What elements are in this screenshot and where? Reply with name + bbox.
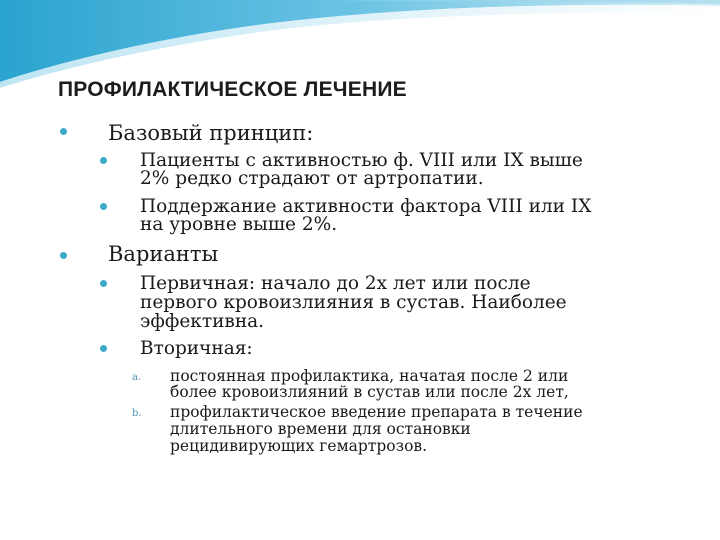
list-marker-b: b.: [132, 408, 142, 419]
numbered-item-line: рецидивирующих гемартрозов.: [170, 437, 428, 455]
bullet-dot: [100, 345, 107, 352]
sub-bullet-line: 2% редко страдают от артропатии.: [140, 168, 484, 189]
sub-bullet-line: на уровне выше 2%.: [140, 214, 338, 235]
sub-bullet-line: Пациенты с активностью ф. VIII или IX выше: [140, 150, 583, 171]
numbered-item-line: профилактическое введение препарата в течение: [170, 403, 583, 421]
sub-bullet-line: Вторичная:: [140, 338, 253, 359]
bullet-dot: [60, 128, 67, 135]
numbered-item-line: постоянная профилактика, начатая после 2 или: [170, 367, 569, 385]
sub-bullet-line: первого кровоизлияния в сустав. Наиболее: [140, 292, 567, 313]
header-wave-decoration: [0, 0, 720, 90]
bullet-dot: [100, 280, 107, 287]
numbered-item-line: длительного времени для остановки: [170, 420, 471, 438]
bullet-variants: Варианты: [108, 242, 219, 266]
sub-bullet-line: эффективна.: [140, 311, 265, 332]
bullet-dot: [100, 157, 107, 164]
list-marker-a: a.: [132, 372, 142, 383]
bullet-basic-principle: Базовый принцип:: [108, 121, 314, 145]
bullet-dot: [60, 252, 67, 259]
bullet-dot: [100, 203, 107, 210]
numbered-item-line: более кровоизлияний в сустав или после 2х лет,: [170, 383, 569, 401]
sub-bullet-line: Первичная: начало до 2х лет или после: [140, 273, 531, 294]
sub-bullet-line: Поддержание активности фактора VIII или IX: [140, 196, 592, 217]
slide-title: ПРОФИЛАКТИЧЕСКОЕ ЛЕЧЕНИЕ: [58, 78, 407, 101]
